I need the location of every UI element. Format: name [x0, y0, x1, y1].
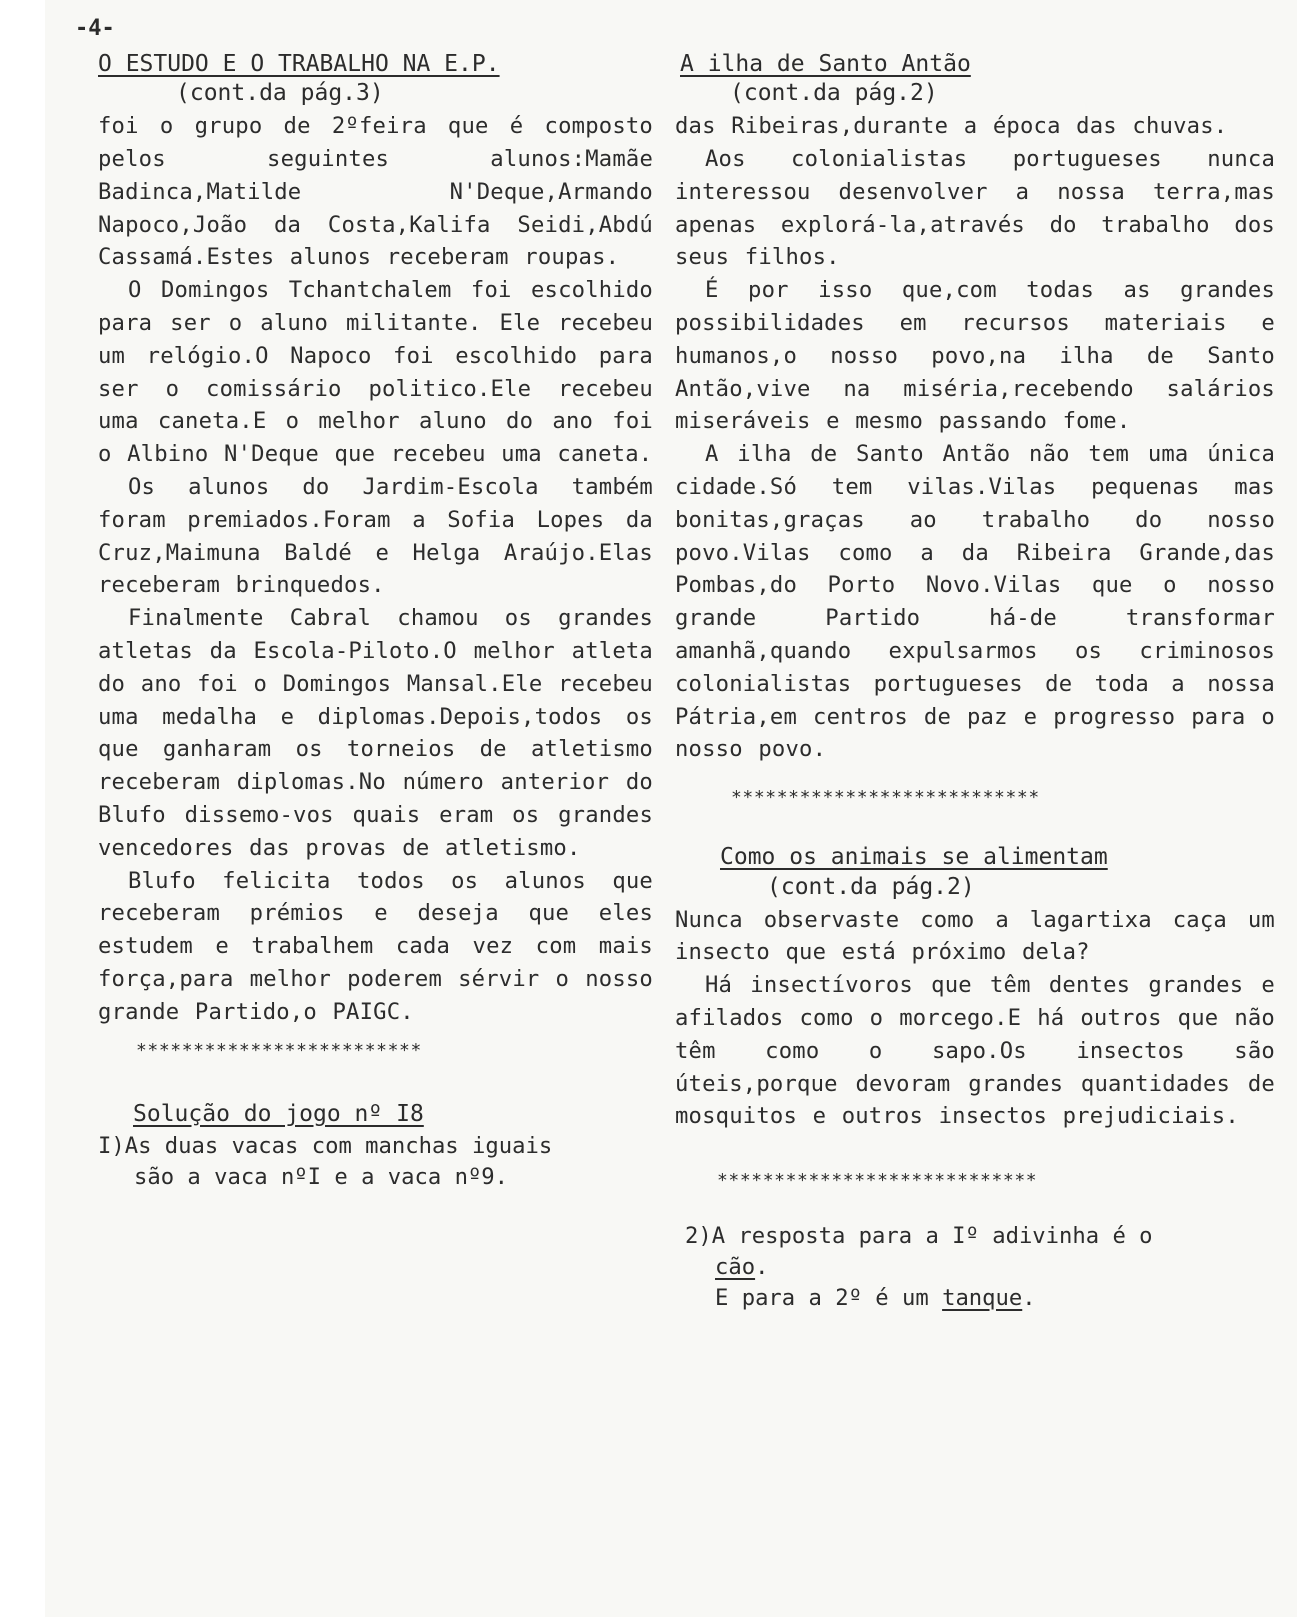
separator-line: ************************* [136, 1039, 422, 1061]
article-paragraph: Finalmente Cabral chamou os grandes atletas da Escola-Piloto.O melhor atleta do ano foi o Domingos Mansal.Ele recebeu uma medalha e diplomas.Depois,todos os que ganharam os torneios de atletismo receberam diplomas.No número anterior do Blufo dissemo-vos quais eram os grandes vencedores das provas de atletismo. [98, 605, 653, 861]
riddle-answer-line [675, 1252, 1275, 1283]
article-continuation: (cont.da pág.2) [730, 80, 938, 107]
animals-continuation: (cont.da pág.2) [767, 873, 975, 900]
riddle-answer-punct: . [1022, 1285, 1036, 1312]
article-continuation: (cont.da pág.3) [176, 80, 384, 107]
left-column [98, 40, 653, 1193]
article-title-estudo: O ESTUDO E O TRABALHO NA E.P. [98, 51, 500, 77]
riddle-answer-line [675, 1221, 1275, 1252]
article-paragraph: A ilha de Santo Antão não tem uma única cidade.Só tem vilas.Vilas pequenas mas bonitas,graças ao trabalho do nosso povo.Vilas como a da Ribeira Grande,das Pombas,do Porto Novo.Vilas que o nosso grande Partido há-de transformar amanhã,quando expulsarmos os criminosos colonialistas portugueses de toda a nossa Pátria,em centros de paz e progresso para o nosso povo. [675, 441, 1275, 763]
riddle-answer-text: 2)A resposta para a Iº adivinha é o [685, 1223, 1153, 1250]
animals-title: Como os animais se alimentam [720, 844, 1108, 871]
article-paragraph: Blufo felicita todos os alunos que receberam prémios e deseja que eles estudem e trabalhem cada vez com mais força,para melhor poderem sérvir o nosso grande Partido,o PAIGC. [98, 867, 653, 1025]
riddle-answer-word: tanque [942, 1285, 1023, 1312]
riddle-answer-word: cão [715, 1254, 756, 1281]
separator-line: **************************** [717, 1170, 1038, 1192]
solution-line: I)As duas vacas com manchas iguais [98, 1132, 553, 1159]
article-paragraph: Os alunos do Jardim-Escola também foram premiados.Foram a Sofia Lopes da Cruz,Maimuna Baldé e Helga Araújo.Elas receberam brinquedos. [98, 474, 653, 599]
separator-line: *************************** [731, 787, 1040, 809]
article-paragraph: das Ribeiras,durante a época das chuvas. [675, 113, 1228, 140]
solution-line: são a vaca nºI e a vaca nº9. [134, 1163, 509, 1190]
page-number: -4- [75, 16, 115, 41]
article-paragraph: É por isso que,com todas as grandes possibilidades em recursos materiais e humanos,o nosso povo,na ilha de Santo Antão,vive na miséria,recebendo salários miseráveis e mesmo passando fome. [675, 277, 1275, 435]
animals-paragraph: Nunca observaste como a lagartixa caça um insecto que está próximo dela? [675, 906, 1275, 966]
riddle-answer-text: E para a 2º é um [715, 1285, 943, 1312]
animals-paragraph: Há insectívoros que têm dentes grandes e afilados como o morcego.E há outros que não têm como o sapo.Os insectos são úteis,porque devoram grandes quantidades de mosquitos e outros insectos prejudiciais. [675, 972, 1275, 1130]
riddle-answer-line [675, 1283, 1275, 1314]
solution-title: Solução do jogo nº I8 [133, 1100, 424, 1127]
article-paragraph: Aos colonialistas portugueses nunca interessou desenvolver a nossa terra,mas apenas explorá-la,através do trabalho dos seus filhos. [675, 146, 1275, 271]
article-paragraph: foi o grupo de 2ºfeira que é composto pelos seguintes alunos:Mamãe Badinca,Matilde N'Deque,Armando Napoco,João da Costa,Kalifa Seidi,Abdú Cassamá.Estes alunos receberam roupas. [98, 113, 653, 271]
right-column [675, 40, 1275, 1314]
riddle-answer-punct: . [755, 1254, 769, 1281]
article-title-santo-antao: A ilha de Santo Antão [680, 51, 971, 77]
article-paragraph: O Domingos Tchantchalem foi escolhido para ser o aluno militante. Ele recebeu um relógio.O Napoco foi escolhido para ser o comissário politico.Ele recebeu uma caneta.E o melhor aluno do ano foi o Albino N'Deque que recebeu uma caneta. [98, 277, 653, 468]
